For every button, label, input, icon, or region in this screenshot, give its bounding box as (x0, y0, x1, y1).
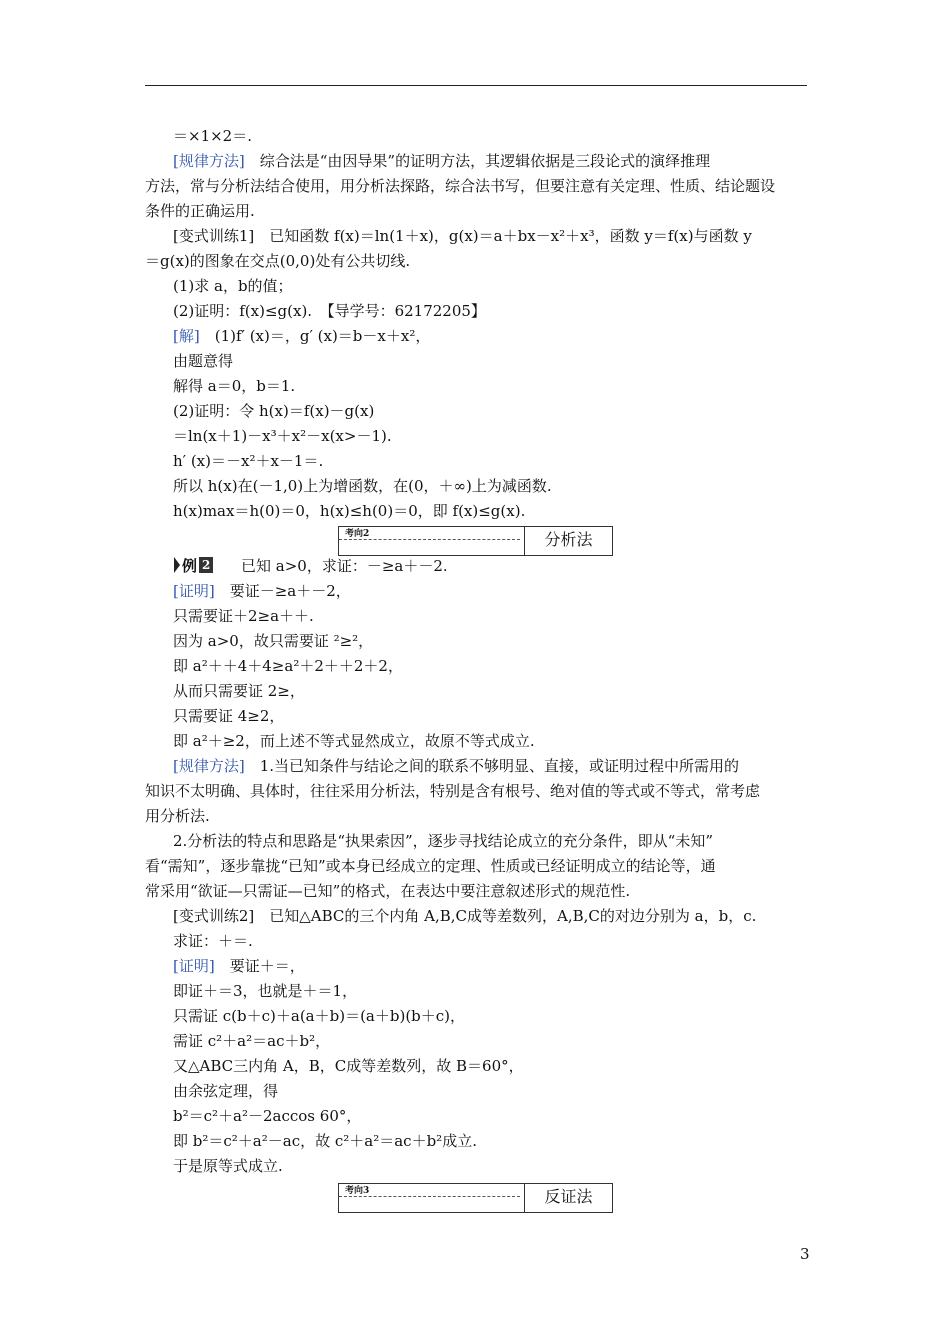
section-label-box (339, 1184, 525, 1212)
dashed-rule (339, 539, 520, 540)
text-line (173, 757, 739, 775)
text-line: (1)求 a，b的值； (173, 277, 293, 295)
text-line: 只需证 c(b＋c)＋a(a＋b)＝(a＋b)(b＋c)， (173, 1007, 466, 1025)
solution-tag: [解] (173, 327, 200, 345)
section-label-box (339, 527, 525, 555)
text-span: 1.当已知条件与结论之间的联系不够明显、直接，或证明过程中所需用的 (259, 757, 740, 775)
text-line: 即 a²＋≥2，而上述不等式显然成立，故原不等式成立. (173, 732, 535, 750)
text-span: 要证－≥a＋－2， (229, 582, 351, 600)
text-span: 综合法是“由因导果”的证明方法，其逻辑依据是三段论式的演绎推理 (259, 152, 711, 170)
text-line: 从而只需要证 2≥， (173, 682, 305, 700)
text-line: ＝ln(x＋1)－x³＋x²－x(x>－1). (173, 427, 392, 445)
text-line (173, 957, 305, 975)
text-line: 条件的正确运用. (145, 202, 255, 220)
text-line: 已知 a>0，求证：－≥a＋－2. (241, 557, 448, 575)
text-span: 要证＋＝， (229, 957, 305, 975)
section-heading-kaoxiang2 (338, 526, 613, 556)
text-line: 用分析法. (145, 807, 210, 825)
section-label: 考向3 (345, 1186, 370, 1196)
text-line: 常采用“欲证—只需证—已知”的格式，在表达中要注意叙述形式的规范性. (145, 882, 631, 900)
text-line: 2.分析法的特点和思路是“执果索因”，逐步寻找结论成立的充分条件，即从“未知” (173, 832, 713, 850)
dashed-rule (339, 1196, 520, 1197)
text-line: ＝g(x)的图象在交点(0,0)处有公共切线. (145, 252, 411, 270)
text-line: 需证 c²＋a²＝ac＋b²， (173, 1032, 331, 1050)
text-line: 方法，常与分析法结合使用，用分析法探路，综合法书写，但要注意有关定理、性质、结论题设 (145, 177, 776, 195)
text-line: 又△ABC三内角 A，B，C成等差数列，故 B＝60°， (173, 1057, 524, 1075)
text-line: [变式训练1] 已知函数 f(x)＝ln(1＋x)，g(x)＝a＋bx－x²＋x³，函数 y＝f(x)与函数 y (173, 227, 752, 245)
text-line: (2)证明：f(x)≤g(x). 【导学号：62172205】 (173, 302, 486, 320)
text-line: b²＝c²＋a²－2accos 60°， (173, 1107, 362, 1125)
text-line: 只需要证＋2≥a＋＋. (173, 607, 314, 625)
proof-tag: [证明] (173, 957, 215, 975)
text-line: 由题意得 (173, 352, 234, 370)
method-tag: [规律方法] (173, 152, 245, 170)
section-title: 分析法 (544, 530, 593, 549)
text-line: 只需要证 4≥2， (173, 707, 285, 725)
page-number: 3 (800, 1245, 810, 1263)
text-line: h′ (x)＝－x²＋x－1＝. (173, 452, 324, 470)
section-label: 考向2 (345, 529, 370, 539)
text-line: 求证：＋＝. (173, 932, 253, 950)
example-badge (174, 555, 213, 575)
text-span: (1)f′ (x)＝，g′ (x)＝b－x＋x²， (214, 327, 431, 345)
text-line: [变式训练2] 已知△ABC的三个内角 A,B,C成等差数列，A,B,C的对边分别为 a，b，c. (173, 907, 757, 925)
text-line: 因为 a>0，故只需要证 ²≥²， (173, 632, 374, 650)
text-line: 于是原等式成立. (173, 1157, 283, 1175)
text-line (173, 152, 710, 170)
triangle-icon (174, 557, 180, 573)
method-tag: [规律方法] (173, 757, 245, 775)
header-rule (145, 85, 807, 86)
text-line: 即 b²＝c²＋a²－ac，故 c²＋a²＝ac＋b²成立. (173, 1132, 477, 1150)
text-line: 即 a²＋＋4＋4≥a²＋2＋＋2＋2， (173, 657, 403, 675)
text-line: h(x)max＝h(0)＝0，h(x)≤h(0)＝0，即 f(x)≤g(x). (173, 502, 526, 520)
example-word: 例 (182, 556, 198, 575)
text-line: 看“需知”，逐步靠拢“已知”或本身已经成立的定理、性质或已经证明成立的结论等，通 (145, 857, 716, 875)
section-title: 反证法 (544, 1187, 593, 1206)
text-line: 知识不太明确、具体时，往往采用分析法，特别是含有根号、绝对值的等式或不等式，常考虑 (145, 782, 761, 800)
section-heading-kaoxiang3 (338, 1183, 613, 1213)
text-line (173, 327, 430, 345)
text-line: 所以 h(x)在(－1,0)上为增函数，在(0，＋∞)上为减函数. (173, 477, 552, 495)
text-line: ＝×1×2＝. (173, 127, 252, 145)
text-line: (2)证明：令 h(x)＝f(x)－g(x) (173, 402, 375, 420)
text-line: 即证＋＝3，也就是＋＝1， (173, 982, 358, 1000)
text-line: 解得 a＝0，b＝1. (173, 377, 296, 395)
example-number: 2 (199, 557, 213, 573)
text-line: 由余弦定理，得 (173, 1082, 279, 1100)
proof-tag: [证明] (173, 582, 215, 600)
text-line (173, 582, 351, 600)
